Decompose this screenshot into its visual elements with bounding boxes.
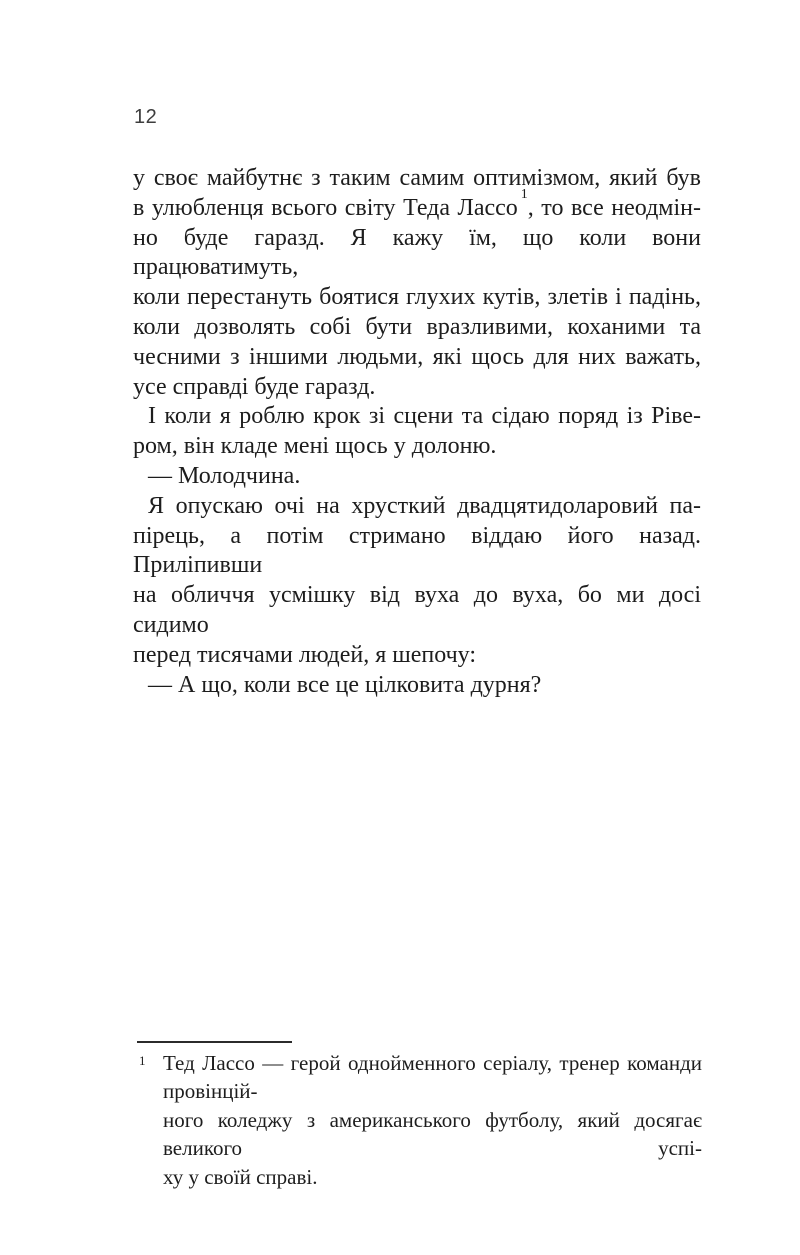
footnote-line: ху у своїй справі. [163, 1164, 318, 1189]
text-line: Я опускаю очі на хрусткий двадцятидоларовий па- [148, 492, 701, 519]
text-line: на обличчя усмішку від вуха до вуха, бо ми досі сидимо [133, 582, 701, 638]
footnote-line: Тед Лассо — герой однойменного серіалу, тренер команди провінцій- [163, 1051, 702, 1104]
footnote-marker: 1 [139, 1053, 146, 1068]
page-number: 12 [134, 106, 158, 128]
text-line: І коли я роблю крок зі сцени та сідаю поряд із Ріве- [148, 403, 701, 430]
footnote-divider [137, 1041, 292, 1043]
text-line [133, 186, 701, 224]
text-line: чесними з іншими людьми, які щось для них важать, [133, 343, 701, 370]
footnote [137, 1049, 703, 1191]
text-line: ром, він кладе мені щось у долоню. [133, 433, 497, 460]
footnote-text [163, 1049, 702, 1191]
text-line: у своє майбутнє з таким самим оптимізмом, який був [133, 165, 701, 191]
text-line: коли дозволять собі бути вразливими, коханими та [133, 313, 701, 340]
text-line: коли перестануть боятися глухих кутів, злетів і падінь, [133, 284, 701, 311]
footnote-reference: 1 [520, 186, 528, 202]
footnote-line: ного коледжу з американського футболу, який досягає великого успі- [163, 1107, 702, 1161]
text-line: перед тисячами людей, я шепочу: [133, 641, 477, 668]
text-line: усе справді буде гаразд. [133, 373, 376, 400]
text-line: — Молодчина. [148, 462, 301, 489]
text-line: пірець, а потім стримано віддаю його назад. Приліпивши [133, 522, 701, 579]
text-segment: в улюбленця всього світу Теда Лассо [133, 194, 518, 221]
text-line: — А що, коли все це цілковита дурня? [148, 671, 542, 698]
text-line: но буде гаразд. Я кажу їм, що коли вони працюватимуть, [133, 224, 701, 281]
text-segment: , то все неодмін- [527, 194, 701, 221]
body-text [133, 164, 701, 700]
